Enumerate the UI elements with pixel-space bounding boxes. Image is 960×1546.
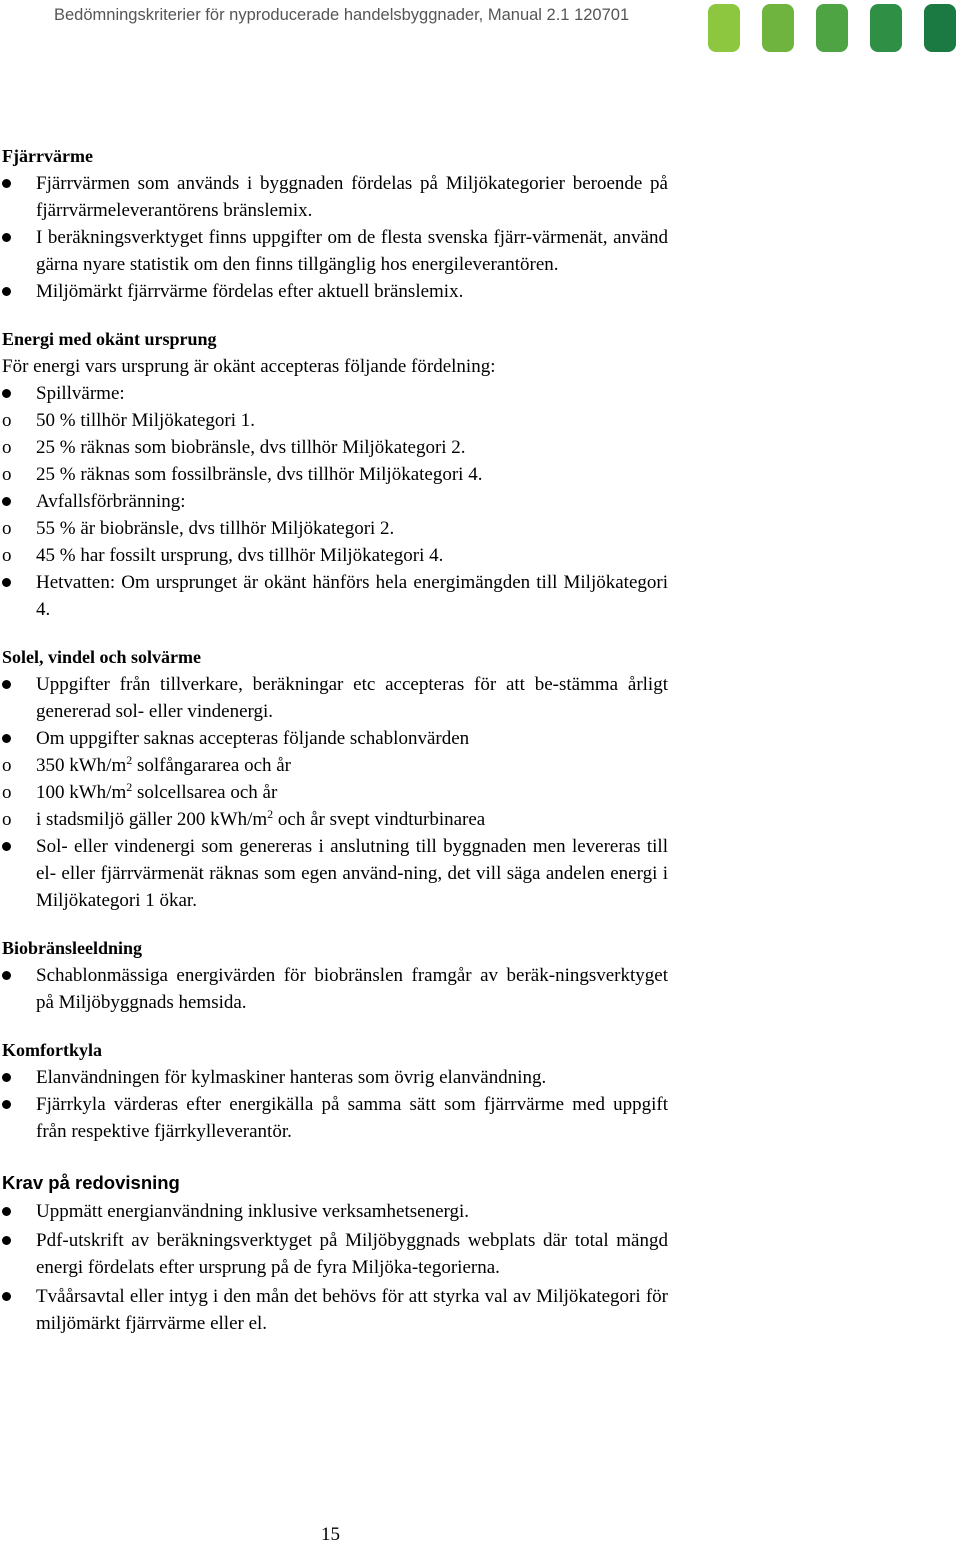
bullet-item (2, 1283, 668, 1337)
bullet-item-hetvatten (2, 569, 668, 623)
bullet-text: I beräkningsverktyget finns uppgifter om de flesta svenska fjärr-värmenät, använd gärna nyare statistik om den finns tillgänglig hos energileverantören. (36, 227, 668, 275)
sub-bullet-icon: o (2, 464, 12, 485)
bullet-text: Spillvärme: (36, 383, 125, 404)
bullet-text: Uppgifter från tillverkare, beräkningar etc accepteras för att be-stämma årligt genererad sol- eller vindenergi. (36, 674, 668, 722)
bullet-list (2, 1064, 668, 1145)
section-krav-redovisning (2, 1166, 668, 1337)
bullet-text: Tvåårsavtal eller intyg i den mån det behövs för att styrka val av Miljökategori för miljömärkt fjärrvärme eller el. (36, 1286, 668, 1334)
sub-text: 55 % är biobränsle, dvs tillhör Miljökategori 2. (36, 518, 395, 539)
bullet-item (2, 224, 668, 278)
sub-bullet-icon: o (2, 518, 12, 539)
sub-bullet-icon: o (2, 410, 12, 431)
bullet-icon (2, 233, 11, 242)
sub-item (2, 779, 668, 806)
section-heading: Krav på redovisning (2, 1172, 180, 1193)
sub-text-pre: 350 kWh/m (36, 755, 127, 776)
sub-text: 45 % har fossilt ursprung, dvs tillhör Miljökategori 4. (36, 545, 444, 566)
bullet-item (2, 1091, 668, 1145)
section-heading: Biobränsleeldning (2, 938, 143, 958)
bullet-list (2, 833, 668, 914)
sub-list (2, 407, 668, 488)
bullet-icon (2, 1207, 11, 1216)
bullet-icon (2, 179, 11, 188)
bullet-item (2, 962, 668, 1016)
bullet-text: Sol- eller vindenergi som genereras i anslutning till byggnaden men levereras till el- eller fjärrvärmenät räknas som egen använd-ning, det vill säga andelen energi i Miljökategori 1 ökar. (36, 836, 668, 911)
bullet-text: Fjärrvärmen som används i byggnaden fördelas på Miljökategorier beroende på fjärrvärmeleverantörens bränslemix. (36, 173, 668, 221)
bullet-item (2, 278, 668, 305)
logo-bar-5 (924, 4, 956, 52)
section-heading: Energi med okänt ursprung (2, 329, 217, 349)
sub-item (2, 407, 668, 434)
sub-bullet-icon: o (2, 782, 12, 803)
bullet-icon (2, 734, 11, 743)
bullet-icon (2, 287, 11, 296)
bullet-list (2, 488, 668, 515)
sub-list (2, 752, 668, 833)
bullet-icon (2, 1073, 11, 1082)
bullet-item (2, 170, 668, 224)
bullet-text: Elanvändningen för kylmaskiner hanteras som övrig elanvändning. (36, 1067, 547, 1088)
sub-text-post: solfångararea och år (132, 755, 292, 776)
bullet-text: Miljömärkt fjärrvärme fördelas efter aktuell bränslemix. (36, 281, 464, 302)
bullet-icon (2, 971, 11, 980)
sub-text-pre: i stadsmiljö gäller 200 kWh/m (36, 809, 268, 830)
bullet-list (2, 170, 668, 305)
sub-text-pre: 100 kWh/m (36, 782, 127, 803)
bullet-icon (2, 842, 11, 851)
sub-item (2, 542, 668, 569)
section-heading: Fjärrvärme (2, 146, 93, 166)
logo-bar-1 (708, 4, 740, 52)
bullet-text: Fjärrkyla värderas efter energikälla på samma sätt som fjärrvärme med uppgift från respektive fjärrkylleverantör. (36, 1094, 668, 1142)
section-komfortkyla (2, 1037, 668, 1145)
sub-bullet-icon: o (2, 437, 12, 458)
intro-text: För energi vars ursprung är okänt accepteras följande fördelning: (2, 356, 496, 377)
bullet-icon (2, 680, 11, 689)
bullet-text: Pdf-utskrift av beräkningsverktyget på Miljöbyggnads webplats där total mängd energi fördelats efter ursprung på de fyra Miljöka-tegorierna. (36, 1230, 668, 1278)
bullet-item (2, 1064, 668, 1091)
bullet-item (2, 1227, 668, 1281)
bullet-list (2, 380, 668, 407)
sub-item (2, 515, 668, 542)
section-heading: Komfortkyla (2, 1040, 102, 1060)
sub-text: 25 % räknas som fossilbränsle, dvs tillhör Miljökategori 4. (36, 464, 483, 485)
sub-item (2, 806, 668, 833)
sub-item (2, 434, 668, 461)
logo-bar-2 (762, 4, 794, 52)
bullet-text: Avfallsförbränning: (36, 491, 186, 512)
bullet-icon (2, 497, 11, 506)
superscript: 2 (126, 753, 133, 767)
sub-text: 50 % tillhör Miljökategori 1. (36, 410, 256, 431)
bullet-icon (2, 1236, 11, 1245)
bullet-text: Schablonmässiga energivärden för biobränslen framgår av beräk-ningsverktyget på Miljöbyggnads hemsida. (36, 965, 668, 1013)
sub-item (2, 752, 668, 779)
bullet-item-spillvarme (2, 380, 668, 407)
logo-bar-4 (870, 4, 902, 52)
sub-bullet-icon: o (2, 755, 12, 776)
bullet-list (2, 962, 668, 1016)
section-heading: Solel, vindel och solvärme (2, 647, 201, 667)
sub-bullet-icon: o (2, 809, 12, 830)
section-biobransle (2, 935, 668, 1016)
superscript: 2 (126, 780, 133, 794)
sub-text-post: och år svept vindturbinarea (273, 809, 486, 830)
sub-item (2, 461, 668, 488)
sub-text-post: solcellsarea och år (132, 782, 278, 803)
bullet-text: Om uppgifter saknas accepteras följande schablonvärden (36, 728, 470, 749)
bullet-item (2, 725, 668, 752)
bullet-text: Hetvatten: Om ursprunget är okänt hänförs hela energimängden till Miljökategori 4. (36, 572, 668, 620)
logo-bar-3 (816, 4, 848, 52)
page-number: 15 (321, 1524, 340, 1545)
bullet-icon (2, 578, 11, 587)
section-solel-vindel (2, 644, 668, 914)
sub-list (2, 515, 668, 569)
bullet-text: Uppmätt energianvändning inklusive verksamhetsenergi. (36, 1201, 470, 1222)
bullet-list (2, 1198, 668, 1337)
sub-text: 25 % räknas som biobränsle, dvs tillhör Miljökategori 2. (36, 437, 466, 458)
section-fjarrvarme (2, 143, 668, 305)
section-okant-ursprung (2, 326, 668, 623)
bullet-icon (2, 1100, 11, 1109)
miljobyggnad-logo (708, 4, 956, 52)
bullet-icon (2, 1292, 11, 1301)
superscript: 2 (267, 807, 274, 821)
bullet-list (2, 569, 668, 623)
bullet-icon (2, 389, 11, 398)
running-header: Bedömningskriterier för nyproducerade handelsbyggnader, Manual 2.1 120701 (54, 6, 630, 24)
sub-bullet-icon: o (2, 545, 12, 566)
bullet-item (2, 671, 668, 725)
bullet-item (2, 1198, 668, 1225)
document-body (2, 143, 668, 1337)
bullet-item-avfall (2, 488, 668, 515)
bullet-item (2, 833, 668, 914)
bullet-list (2, 671, 668, 752)
